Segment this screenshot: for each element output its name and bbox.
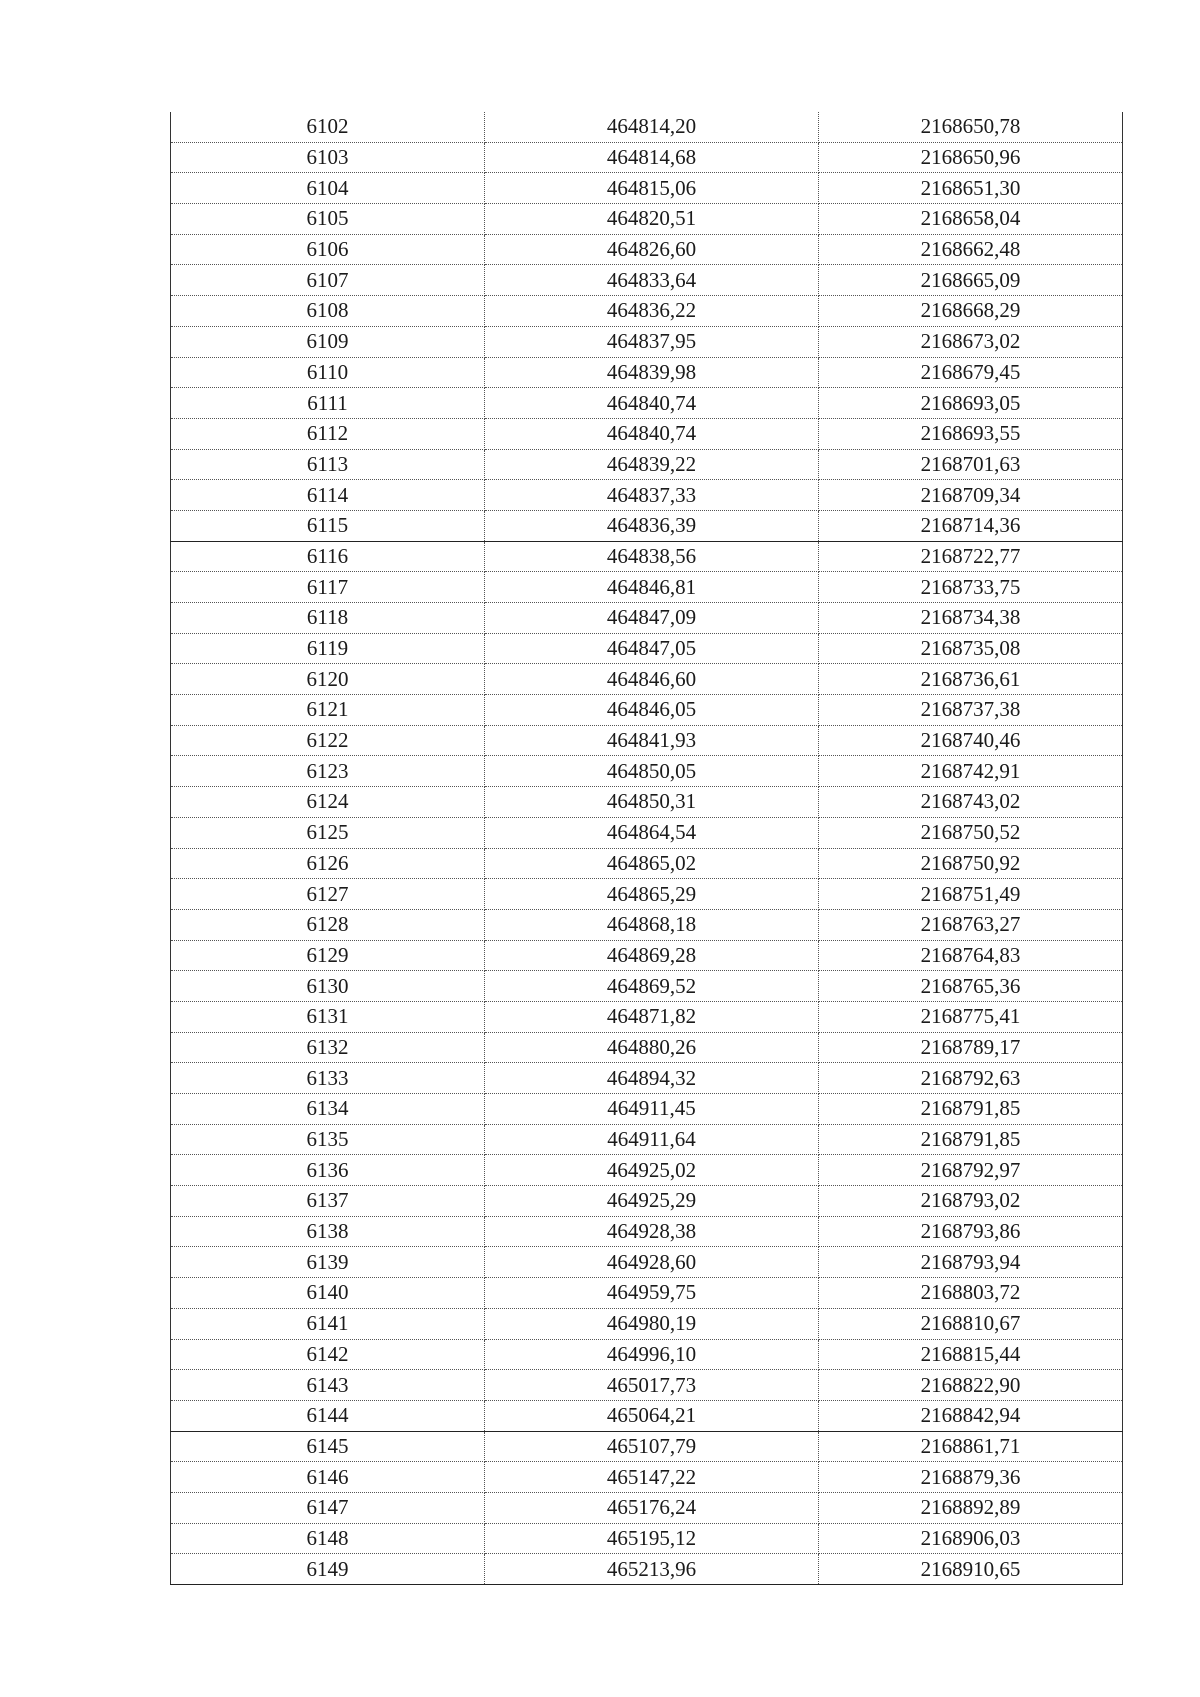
y-coordinate-cell: 2168665,09	[819, 265, 1123, 296]
table-row	[171, 1523, 1123, 1554]
table-row	[171, 940, 1123, 971]
point-number-cell: 6113	[171, 449, 485, 480]
y-coordinate-cell: 2168701,63	[819, 449, 1123, 480]
table-row	[171, 1247, 1123, 1278]
x-coordinate-cell: 464839,98	[485, 357, 819, 388]
y-coordinate-cell: 2168792,97	[819, 1155, 1123, 1186]
point-number-cell: 6135	[171, 1124, 485, 1155]
table-row	[171, 695, 1123, 726]
y-coordinate-cell: 2168792,63	[819, 1063, 1123, 1094]
table-row	[171, 1155, 1123, 1186]
point-number-cell: 6121	[171, 695, 485, 726]
y-coordinate-cell: 2168861,71	[819, 1431, 1123, 1462]
table-row	[171, 112, 1123, 142]
x-coordinate-cell: 464820,51	[485, 204, 819, 235]
point-number-cell: 6126	[171, 848, 485, 879]
table-row	[171, 1308, 1123, 1339]
x-coordinate-cell: 464894,32	[485, 1063, 819, 1094]
x-coordinate-cell: 464837,33	[485, 480, 819, 511]
y-coordinate-cell: 2168662,48	[819, 234, 1123, 265]
point-number-cell: 6112	[171, 418, 485, 449]
y-coordinate-cell: 2168743,02	[819, 787, 1123, 818]
point-number-cell: 6142	[171, 1339, 485, 1370]
table-row	[171, 510, 1123, 541]
y-coordinate-cell: 2168791,85	[819, 1124, 1123, 1155]
y-coordinate-cell: 2168765,36	[819, 971, 1123, 1002]
x-coordinate-cell: 464911,64	[485, 1124, 819, 1155]
table-row	[171, 817, 1123, 848]
x-coordinate-cell: 465147,22	[485, 1462, 819, 1493]
point-number-cell: 6129	[171, 940, 485, 971]
y-coordinate-cell: 2168693,55	[819, 418, 1123, 449]
table-row	[171, 1462, 1123, 1493]
y-coordinate-cell: 2168803,72	[819, 1278, 1123, 1309]
point-number-cell: 6148	[171, 1523, 485, 1554]
point-number-cell: 6110	[171, 357, 485, 388]
x-coordinate-cell: 464928,60	[485, 1247, 819, 1278]
x-coordinate-cell: 464911,45	[485, 1094, 819, 1125]
point-number-cell: 6146	[171, 1462, 485, 1493]
x-coordinate-cell: 464980,19	[485, 1308, 819, 1339]
y-coordinate-cell: 2168736,61	[819, 664, 1123, 695]
point-number-cell: 6108	[171, 296, 485, 327]
point-number-cell: 6132	[171, 1032, 485, 1063]
x-coordinate-cell: 464836,22	[485, 296, 819, 327]
x-coordinate-cell: 464846,60	[485, 664, 819, 695]
x-coordinate-cell: 465017,73	[485, 1370, 819, 1401]
y-coordinate-cell: 2168793,86	[819, 1216, 1123, 1247]
x-coordinate-cell: 465107,79	[485, 1431, 819, 1462]
y-coordinate-cell: 2168906,03	[819, 1523, 1123, 1554]
x-coordinate-cell: 464840,74	[485, 388, 819, 419]
point-number-cell: 6147	[171, 1492, 485, 1523]
y-coordinate-cell: 2168793,94	[819, 1247, 1123, 1278]
point-number-cell: 6116	[171, 541, 485, 572]
point-number-cell: 6149	[171, 1554, 485, 1585]
table-row	[171, 1032, 1123, 1063]
point-number-cell: 6144	[171, 1400, 485, 1431]
y-coordinate-cell: 2168742,91	[819, 756, 1123, 787]
table-row	[171, 418, 1123, 449]
y-coordinate-cell: 2168763,27	[819, 909, 1123, 940]
x-coordinate-cell: 464869,52	[485, 971, 819, 1002]
point-number-cell: 6118	[171, 603, 485, 634]
y-coordinate-cell: 2168892,89	[819, 1492, 1123, 1523]
x-coordinate-cell: 464847,05	[485, 633, 819, 664]
table-row	[171, 480, 1123, 511]
point-number-cell: 6102	[171, 112, 485, 142]
y-coordinate-cell: 2168879,36	[819, 1462, 1123, 1493]
y-coordinate-cell: 2168650,78	[819, 112, 1123, 142]
x-coordinate-cell: 464814,20	[485, 112, 819, 142]
y-coordinate-cell: 2168791,85	[819, 1094, 1123, 1125]
x-coordinate-cell: 465064,21	[485, 1400, 819, 1431]
x-coordinate-cell: 464996,10	[485, 1339, 819, 1370]
x-coordinate-cell: 464837,95	[485, 326, 819, 357]
table-row	[171, 1492, 1123, 1523]
x-coordinate-cell: 464846,05	[485, 695, 819, 726]
table-row	[171, 879, 1123, 910]
x-coordinate-cell: 464880,26	[485, 1032, 819, 1063]
x-coordinate-cell: 464925,29	[485, 1186, 819, 1217]
x-coordinate-cell: 464838,56	[485, 541, 819, 572]
x-coordinate-cell: 464839,22	[485, 449, 819, 480]
table-row	[171, 909, 1123, 940]
point-number-cell: 6134	[171, 1094, 485, 1125]
table-row	[171, 296, 1123, 327]
table-row	[171, 572, 1123, 603]
y-coordinate-cell: 2168735,08	[819, 633, 1123, 664]
x-coordinate-cell: 464840,74	[485, 418, 819, 449]
y-coordinate-cell: 2168822,90	[819, 1370, 1123, 1401]
table-row	[171, 1339, 1123, 1370]
table-row	[171, 725, 1123, 756]
x-coordinate-cell: 464925,02	[485, 1155, 819, 1186]
table-row	[171, 1554, 1123, 1585]
table-row	[171, 1370, 1123, 1401]
y-coordinate-cell: 2168668,29	[819, 296, 1123, 327]
y-coordinate-cell: 2168750,52	[819, 817, 1123, 848]
table-row	[171, 265, 1123, 296]
table-row	[171, 449, 1123, 480]
point-number-cell: 6125	[171, 817, 485, 848]
point-number-cell: 6122	[171, 725, 485, 756]
y-coordinate-cell: 2168658,04	[819, 204, 1123, 235]
table-row	[171, 1124, 1123, 1155]
point-number-cell: 6143	[171, 1370, 485, 1401]
point-number-cell: 6140	[171, 1278, 485, 1309]
point-number-cell: 6111	[171, 388, 485, 419]
point-number-cell: 6103	[171, 142, 485, 173]
point-number-cell: 6124	[171, 787, 485, 818]
coordinates-table-body	[171, 112, 1123, 1585]
y-coordinate-cell: 2168651,30	[819, 173, 1123, 204]
x-coordinate-cell: 464959,75	[485, 1278, 819, 1309]
x-coordinate-cell: 464864,54	[485, 817, 819, 848]
point-number-cell: 6119	[171, 633, 485, 664]
table-row	[171, 971, 1123, 1002]
x-coordinate-cell: 464847,09	[485, 603, 819, 634]
x-coordinate-cell: 464846,81	[485, 572, 819, 603]
table-row	[171, 633, 1123, 664]
y-coordinate-cell: 2168734,38	[819, 603, 1123, 634]
point-number-cell: 6107	[171, 265, 485, 296]
coordinates-table	[170, 112, 1123, 1585]
y-coordinate-cell: 2168737,38	[819, 695, 1123, 726]
x-coordinate-cell: 464850,05	[485, 756, 819, 787]
y-coordinate-cell: 2168673,02	[819, 326, 1123, 357]
point-number-cell: 6123	[171, 756, 485, 787]
point-number-cell: 6139	[171, 1247, 485, 1278]
x-coordinate-cell: 464928,38	[485, 1216, 819, 1247]
table-row	[171, 756, 1123, 787]
table-row	[171, 787, 1123, 818]
point-number-cell: 6137	[171, 1186, 485, 1217]
point-number-cell: 6115	[171, 510, 485, 541]
table-row	[171, 326, 1123, 357]
x-coordinate-cell: 464850,31	[485, 787, 819, 818]
x-coordinate-cell: 464841,93	[485, 725, 819, 756]
x-coordinate-cell: 464868,18	[485, 909, 819, 940]
table-row	[171, 848, 1123, 879]
x-coordinate-cell: 465176,24	[485, 1492, 819, 1523]
point-number-cell: 6114	[171, 480, 485, 511]
table-row	[171, 1278, 1123, 1309]
point-number-cell: 6131	[171, 1001, 485, 1032]
x-coordinate-cell: 464836,39	[485, 510, 819, 541]
point-number-cell: 6120	[171, 664, 485, 695]
y-coordinate-cell: 2168764,83	[819, 940, 1123, 971]
point-number-cell: 6133	[171, 1063, 485, 1094]
table-row	[171, 541, 1123, 572]
x-coordinate-cell: 465213,96	[485, 1554, 819, 1585]
y-coordinate-cell: 2168722,77	[819, 541, 1123, 572]
x-coordinate-cell: 464865,29	[485, 879, 819, 910]
point-number-cell: 6127	[171, 879, 485, 910]
y-coordinate-cell: 2168815,44	[819, 1339, 1123, 1370]
x-coordinate-cell: 464869,28	[485, 940, 819, 971]
point-number-cell: 6145	[171, 1431, 485, 1462]
y-coordinate-cell: 2168740,46	[819, 725, 1123, 756]
table-row	[171, 357, 1123, 388]
table-row	[171, 234, 1123, 265]
point-number-cell: 6141	[171, 1308, 485, 1339]
table-row	[171, 664, 1123, 695]
x-coordinate-cell: 464815,06	[485, 173, 819, 204]
y-coordinate-cell: 2168733,75	[819, 572, 1123, 603]
y-coordinate-cell: 2168679,45	[819, 357, 1123, 388]
y-coordinate-cell: 2168775,41	[819, 1001, 1123, 1032]
point-number-cell: 6138	[171, 1216, 485, 1247]
y-coordinate-cell: 2168693,05	[819, 388, 1123, 419]
x-coordinate-cell: 464865,02	[485, 848, 819, 879]
x-coordinate-cell: 464826,60	[485, 234, 819, 265]
y-coordinate-cell: 2168810,67	[819, 1308, 1123, 1339]
table-row	[171, 1431, 1123, 1462]
point-number-cell: 6104	[171, 173, 485, 204]
table-row	[171, 1001, 1123, 1032]
x-coordinate-cell: 464814,68	[485, 142, 819, 173]
y-coordinate-cell: 2168709,34	[819, 480, 1123, 511]
x-coordinate-cell: 464833,64	[485, 265, 819, 296]
table-row	[171, 1400, 1123, 1431]
point-number-cell: 6128	[171, 909, 485, 940]
y-coordinate-cell: 2168910,65	[819, 1554, 1123, 1585]
table-row	[171, 142, 1123, 173]
point-number-cell: 6105	[171, 204, 485, 235]
y-coordinate-cell: 2168751,49	[819, 879, 1123, 910]
y-coordinate-cell: 2168750,92	[819, 848, 1123, 879]
y-coordinate-cell: 2168842,94	[819, 1400, 1123, 1431]
table-row	[171, 1063, 1123, 1094]
point-number-cell: 6130	[171, 971, 485, 1002]
table-row	[171, 388, 1123, 419]
table-row	[171, 603, 1123, 634]
table-row	[171, 1094, 1123, 1125]
point-number-cell: 6106	[171, 234, 485, 265]
table-row	[171, 1216, 1123, 1247]
y-coordinate-cell: 2168793,02	[819, 1186, 1123, 1217]
table-row	[171, 204, 1123, 235]
y-coordinate-cell: 2168789,17	[819, 1032, 1123, 1063]
table-row	[171, 1186, 1123, 1217]
x-coordinate-cell: 464871,82	[485, 1001, 819, 1032]
point-number-cell: 6136	[171, 1155, 485, 1186]
table-row	[171, 173, 1123, 204]
point-number-cell: 6117	[171, 572, 485, 603]
y-coordinate-cell: 2168714,36	[819, 510, 1123, 541]
x-coordinate-cell: 465195,12	[485, 1523, 819, 1554]
y-coordinate-cell: 2168650,96	[819, 142, 1123, 173]
point-number-cell: 6109	[171, 326, 485, 357]
